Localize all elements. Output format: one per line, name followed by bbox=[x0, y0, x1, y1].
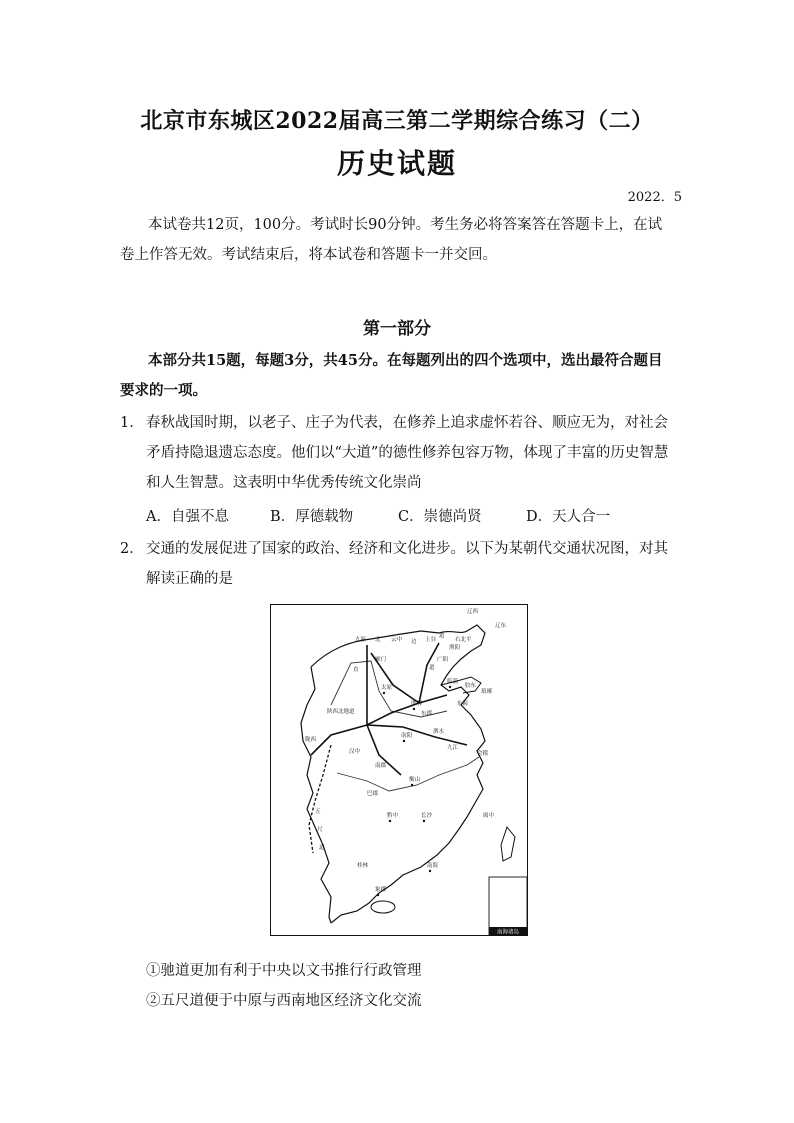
document-title: 北京市东城区2022届高三第二学期综合练习（二） bbox=[140, 108, 654, 134]
option-a[interactable]: A．自强不息 bbox=[146, 509, 229, 525]
city-dot bbox=[413, 708, 415, 710]
city-dot bbox=[403, 740, 405, 742]
inset-box bbox=[489, 877, 527, 935]
western-border bbox=[301, 667, 331, 923]
hainan-island bbox=[371, 901, 395, 913]
map-label: 南海 bbox=[427, 863, 439, 869]
map-label: 上谷 bbox=[425, 637, 437, 643]
document-subtitle: 历史试题 bbox=[336, 147, 457, 180]
statement-2: ②五尺道便于中原与西南地区经济文化交流 bbox=[146, 993, 422, 1009]
map-label: 雁门 bbox=[375, 657, 387, 663]
city-dot bbox=[411, 784, 413, 786]
map-label: 直 bbox=[353, 667, 359, 673]
map-label: 象郡 bbox=[375, 887, 387, 893]
map-label: 泗水 bbox=[433, 729, 445, 735]
map-label: 辽东 bbox=[495, 623, 507, 629]
map-label: 辽西 bbox=[467, 609, 479, 615]
map-label: 琅琊 bbox=[481, 689, 493, 695]
question-text: 交通的发展促进了国家的政治、经济和文化进步。以下为某朝代交通状况图，对其解读正确的是 bbox=[146, 541, 668, 587]
map-label: 南郡 bbox=[375, 763, 387, 769]
question-number: 1． bbox=[120, 415, 144, 431]
map-label: 道 bbox=[319, 845, 325, 851]
map-label: 广阳 bbox=[437, 657, 449, 663]
yangtze-river bbox=[337, 757, 479, 791]
section-heading: 第一部分 bbox=[363, 319, 431, 339]
map-label: 胶东 bbox=[465, 683, 477, 689]
map-figure bbox=[271, 605, 528, 936]
exam-date: 2022．5 bbox=[627, 190, 682, 205]
map-label: 道 bbox=[439, 633, 445, 639]
map-label: 边 bbox=[411, 639, 417, 645]
statement-1: ①驰道更加有利于中央以文书推行行政管理 bbox=[146, 963, 422, 979]
map-label: 九原 bbox=[355, 637, 367, 643]
section-description: 本部分共15题，每题3分，共45分。在每题列出的四个选项中，选出最符合题目要求的一项。 bbox=[120, 352, 663, 399]
map-label: 临淄 bbox=[447, 679, 459, 685]
question-2 bbox=[120, 534, 676, 594]
map-label: 云中 bbox=[391, 637, 403, 643]
map-label: 东海 bbox=[457, 701, 469, 707]
city-dot bbox=[449, 686, 451, 688]
question-text: 春秋战国时期，以老子、庄子为代表，在修养上追求虚怀若谷、顺应无为，对社会矛盾持隐退遗忘态度。他们以“大道”的德性修养包容万物，体现了丰富的历史智慧和人生智慧。这表明中华优秀传统文化崇尚 bbox=[146, 415, 669, 491]
city-dot bbox=[377, 894, 379, 896]
map-label: 北 bbox=[375, 637, 381, 643]
map-label: 渔阳 bbox=[449, 645, 461, 651]
option-c[interactable]: C．崇德尚贤 bbox=[398, 509, 482, 525]
map-labels bbox=[305, 607, 507, 896]
map-label: 尺 bbox=[317, 827, 323, 833]
map-label: 黔中 bbox=[387, 813, 399, 819]
map-label: 汉中 bbox=[349, 749, 361, 755]
city-dot bbox=[383, 692, 385, 694]
map-label: 陇西 bbox=[305, 737, 317, 743]
map-label: 南阳 bbox=[401, 733, 413, 739]
map-label: 会稽 bbox=[477, 751, 489, 757]
map-label: 衡山 bbox=[409, 777, 421, 783]
transport-map bbox=[270, 604, 528, 936]
map-label: 五 bbox=[315, 809, 321, 815]
map-label: 东郡 bbox=[421, 711, 433, 717]
map-label: 右北平 bbox=[455, 637, 472, 643]
map-label: 九江 bbox=[447, 745, 459, 751]
map-label: 太原 bbox=[381, 685, 393, 691]
option-b[interactable]: B．厚德载物 bbox=[270, 509, 354, 525]
map-label: 巴郡 bbox=[367, 791, 379, 797]
map-label: 闽中 bbox=[483, 813, 495, 819]
taiwan-island bbox=[501, 827, 515, 861]
inset-caption: 南海诸岛 bbox=[496, 929, 520, 936]
map-label: 桂林 bbox=[357, 863, 369, 869]
city-dot bbox=[389, 820, 391, 822]
map-label: 道 bbox=[429, 665, 435, 671]
map-label: 长沙 bbox=[421, 813, 433, 819]
city-dot bbox=[429, 870, 431, 872]
question-number: 2． bbox=[120, 541, 144, 557]
exam-instructions: 本试卷共12页，100分。考试时长90分钟。考生务必将答案答在答题卡上，在试卷上作答无效。考试结束后，将本试卷和答题卡一并交回。 bbox=[120, 217, 663, 263]
map-label: 陕西北地道 bbox=[327, 709, 355, 715]
option-d[interactable]: D．天人合一 bbox=[526, 509, 611, 525]
city-dot bbox=[423, 820, 425, 822]
question-1 bbox=[120, 408, 676, 498]
map-label: 邯郸 bbox=[411, 701, 423, 707]
